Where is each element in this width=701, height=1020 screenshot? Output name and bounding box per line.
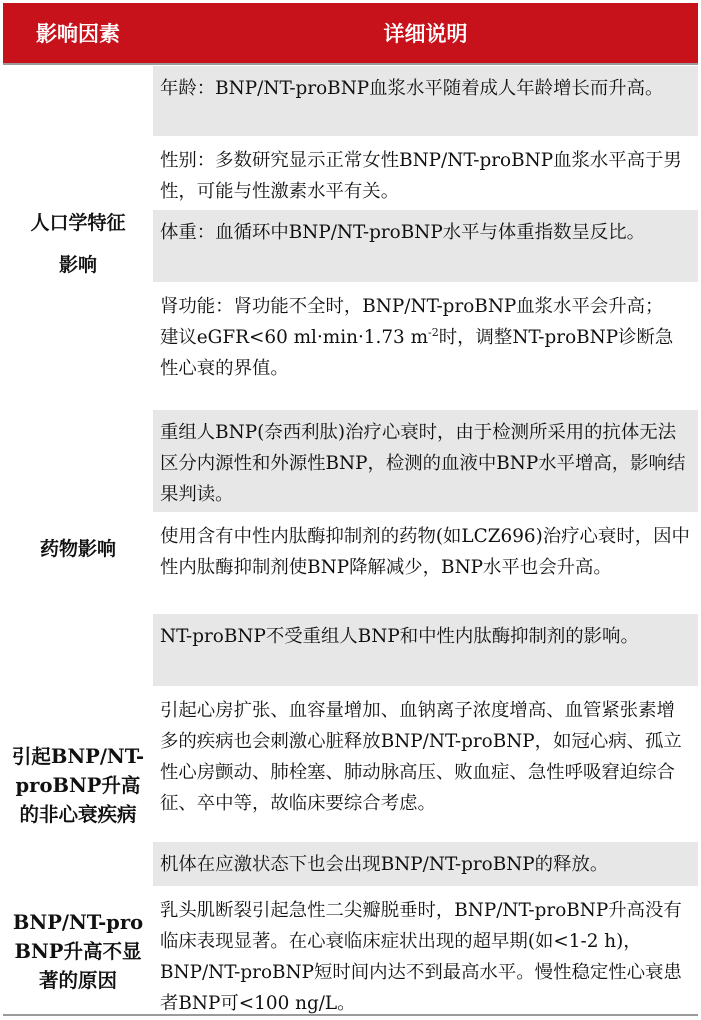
detail-text: 肾功能：肾功能不全时，BNP/NT-proBNP血浆水平会升高； [160, 296, 664, 317]
detail-text: 引起心房扩张、血容量增加、血钠离子浓度增高、血管紧张素增多的疾病也会刺激心脏释放BNP/NT-proBNP，如冠心病、孤立性心房颤动、肺栓塞、肺动脉高压、败血症、急性呼吸窘迫综合征、卒中等，故临床要综合考虑。 [160, 700, 682, 814]
detail-row-nep-inhibitor [153, 514, 698, 614]
category-not-significant-line2: BNP升高不显 [14, 940, 142, 963]
category-noncardiac-line2: proBNP升高 [15, 774, 141, 797]
detail-text: 性别：多数研究显示正常女性BNP/NT-proBNP血浆水平高于男性，可能与性激素水平有关。 [160, 150, 682, 202]
detail-row-kidney [153, 284, 698, 402]
category-demographic-line2: 影响 [58, 254, 97, 276]
header-detail: 详细说明 [383, 22, 468, 46]
detail-text-egfr: 建议eGFR<60 ml·min·1.73 m [160, 327, 429, 348]
detail-text-threshold: 时，调整NT-proBNP诊断急性心衰的界值。 [160, 327, 674, 379]
table-header [3, 3, 698, 63]
detail-text: 使用含有中性内肽酶抑制剂的药物(如LCZ696)治疗心衰时，因中性内肽酶抑制剂使BNP降解减少，BNP水平也会升高。 [160, 526, 690, 578]
detail-row-stress [153, 842, 698, 886]
detail-text: 乳头肌断裂引起急性二尖瓣脱垂时，BNP/NT-proBNP升高没有临床表现显著。在心衰临床症状出现的超早期(如<1-2 h)，BNP/NT-proBNP短时间内达不到最高水平。慢性稳定性心衰患者BNP可<100 ng/L。 [160, 900, 682, 1014]
detail-text: NT-proBNP不受重组人BNP和中性内肽酶抑制剂的影响。 [160, 626, 639, 647]
category-noncardiac-line3: 的非心衰疾病 [19, 803, 137, 826]
category-demographic-line1: 人口学特征 [30, 212, 126, 234]
category-noncardiac [3, 742, 153, 829]
detail-row-sex [153, 138, 698, 208]
detail-row-diseases [153, 688, 698, 838]
table-bottom-border [3, 1014, 698, 1016]
category-demographic [3, 202, 153, 286]
detail-row-ntprobnp-unaffected [153, 614, 698, 686]
header-divider [3, 63, 698, 65]
header-factor: 影响因素 [36, 22, 120, 46]
detail-text: 机体在应激状态下也会出现BNP/NT-proBNP的释放。 [160, 854, 609, 875]
detail-row-not-significant [153, 888, 698, 1014]
detail-row-weight [153, 210, 698, 282]
detail-text: 体重：血循环中BNP/NT-proBNP水平与体重指数呈反比。 [160, 222, 646, 243]
detail-row-age [153, 66, 698, 136]
category-noncardiac-line1: 引起BNP/NT- [11, 745, 145, 768]
category-drug-line1: 药物影响 [39, 538, 116, 560]
detail-row-recombinant-bnp [153, 410, 698, 512]
detail-text: 年龄：BNP/NT-proBNP血浆水平随着成人年龄增长而升高。 [160, 78, 664, 99]
detail-text-superscript: -2 [428, 326, 439, 339]
detail-text: 重组人BNP(奈西利肽)治疗心衰时，由于检测所采用的抗体无法区分内源性和外源性BNP，检测的血液中BNP水平增高，影响结果判读。 [160, 422, 686, 505]
category-drug [3, 534, 153, 564]
category-not-significant-line3: 著的原因 [38, 969, 117, 992]
category-not-significant [3, 908, 153, 995]
category-not-significant-line1: BNP/NT-pro [12, 911, 144, 934]
